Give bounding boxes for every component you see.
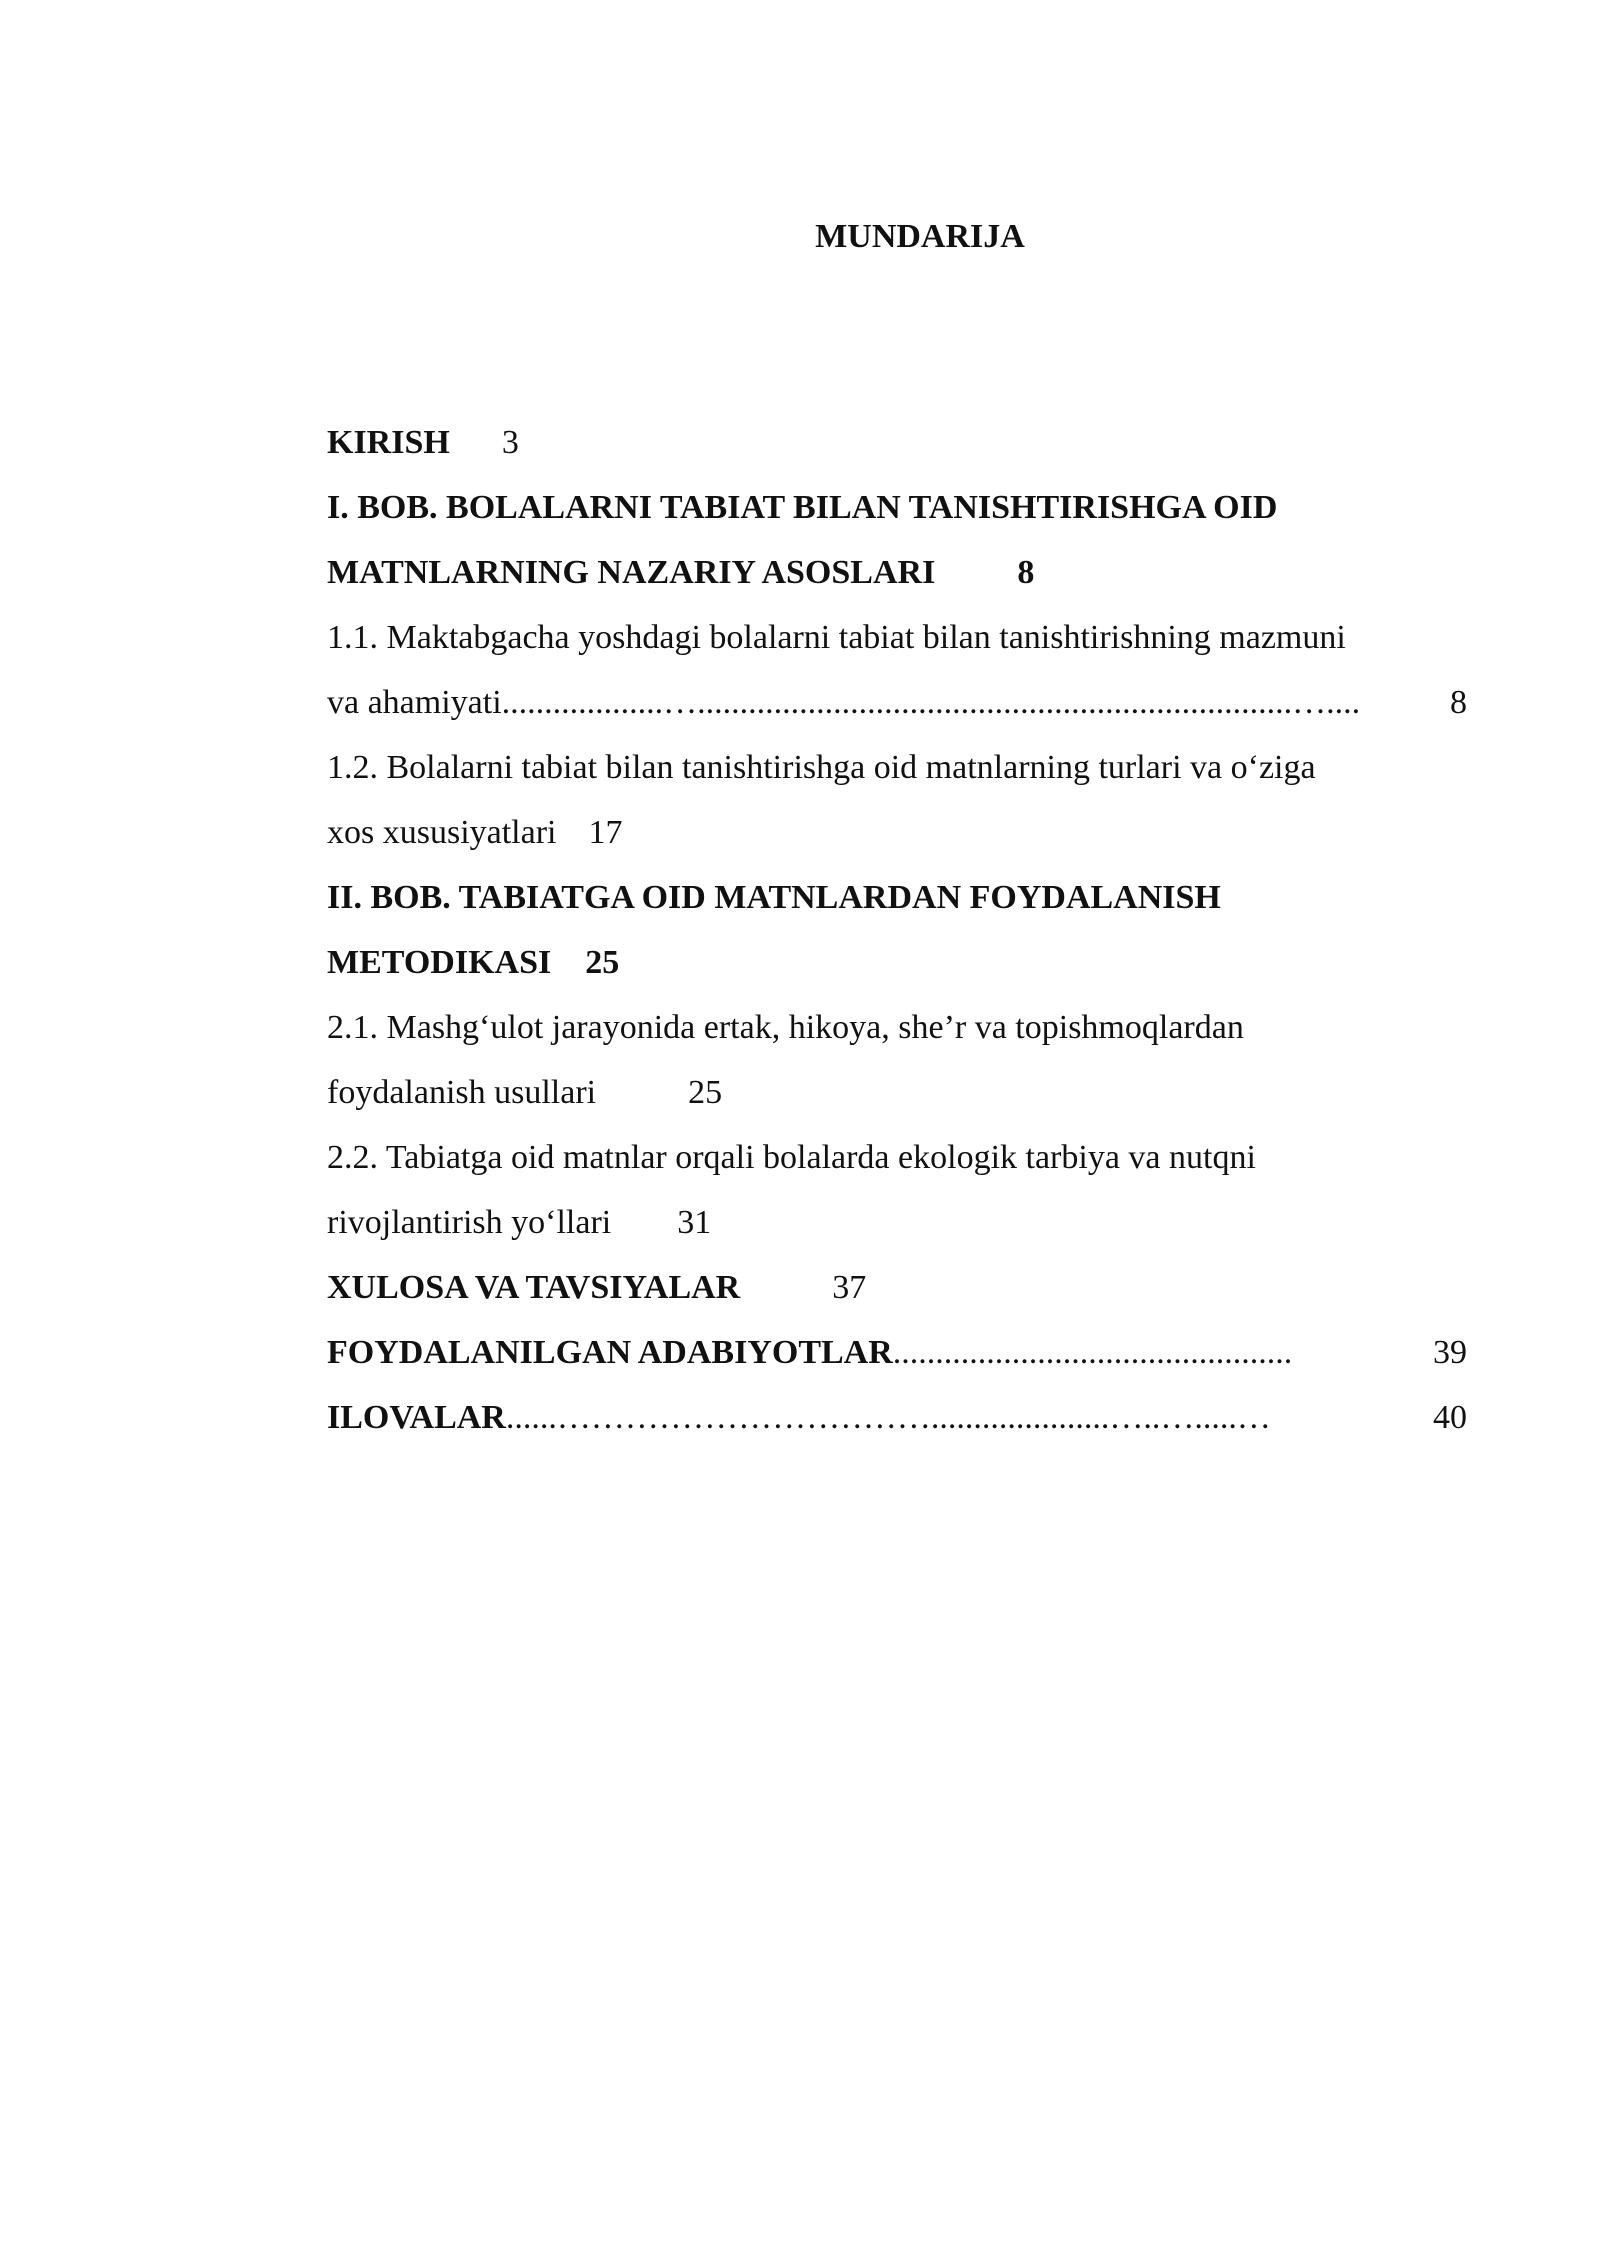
- toc-entry-chapter2-line2: [327, 930, 1467, 995]
- toc-entry-chapter2-line1: II. BOB. TABIATGA OID MATNLARDAN FOYDALANISH: [327, 879, 1221, 916]
- toc-entry-page: 17: [588, 814, 623, 851]
- toc-dot-leader: ......…………………………….....................…..….....…: [505, 1399, 1271, 1436]
- toc-entry-page: 8: [1450, 684, 1467, 721]
- toc-entry-page: 8: [1017, 554, 1035, 591]
- toc-dot-leader: ...................…......................................................................…....: [501, 684, 1361, 721]
- toc-entry-text: xos xususiyatlari: [327, 814, 557, 851]
- toc-entry-1-2-line1: 1.2. Bolalarni tabiat bilan tanishtirishga oid matnlarning turlari va o‘ziga: [327, 749, 1316, 786]
- toc-entry-chapter1-line1: I. BOB. BOLALARNI TABIAT BILAN TANISHTIRISHGA OID: [327, 489, 1278, 526]
- toc-entry-text: va ahamiyati: [327, 684, 502, 721]
- toc-dot-leader: ...............................................: [892, 1334, 1293, 1371]
- toc-entry-2-2-line1: 2.2. Tabiatga oid matnlar orqali bolalarda ekologik tarbiya va nutqni: [327, 1139, 1256, 1176]
- toc-entry-text: METODIKASI: [327, 944, 552, 981]
- toc-entry-text: MATNLARNING NAZARIY ASOSLARI: [327, 554, 936, 591]
- toc-entry-2-2-line2: [327, 1190, 1467, 1255]
- toc-entry-xulosa: [327, 1255, 1467, 1320]
- toc-entry-text: KIRISH: [327, 424, 450, 461]
- toc-entry-text: FOYDALANILGAN ADABIYOTLAR: [327, 1334, 893, 1371]
- toc-entry-page: 37: [832, 1269, 867, 1306]
- toc-entry-1-2-line2: [327, 800, 1467, 865]
- toc-entry-1-1-line1: 1.1. Maktabgacha yoshdagi bolalarni tabiat bilan tanishtirishning mazmuni: [327, 619, 1346, 656]
- toc-entry-kirish: [327, 410, 1467, 475]
- toc-entry-page: 3: [501, 424, 519, 461]
- toc-entry-page: 25: [585, 944, 620, 981]
- toc-entry-page: 40: [1433, 1399, 1467, 1436]
- toc-entry-page: 31: [677, 1204, 712, 1241]
- toc-entry-2-1-line2: [327, 1060, 1467, 1125]
- toc-entry-text: foydalanish usullari: [327, 1074, 597, 1111]
- toc-entry-text: ILOVALAR: [327, 1399, 506, 1436]
- toc-entry-adabiyotlar: [327, 1320, 1467, 1385]
- toc-entry-text: XULOSA VA TAVSIYALAR: [327, 1269, 741, 1306]
- toc-entry-chapter1-line2: [327, 540, 1467, 605]
- table-of-contents: [327, 410, 1467, 1450]
- toc-entry-page: 39: [1433, 1334, 1467, 1371]
- title-container: [0, 218, 1600, 268]
- toc-entry-2-1-line1: 2.1. Mashg‘ulot jarayonida ertak, hikoya, she’r va topishmoqlardan: [327, 1009, 1244, 1046]
- toc-entry-text: rivojlantirish yo‘llari: [327, 1204, 612, 1241]
- toc-entry-ilovalar: [327, 1385, 1467, 1450]
- toc-entry-1-1-line2: [327, 670, 1467, 735]
- page-title: MUNDARIJA: [815, 218, 1025, 255]
- toc-entry-page: 25: [688, 1074, 723, 1111]
